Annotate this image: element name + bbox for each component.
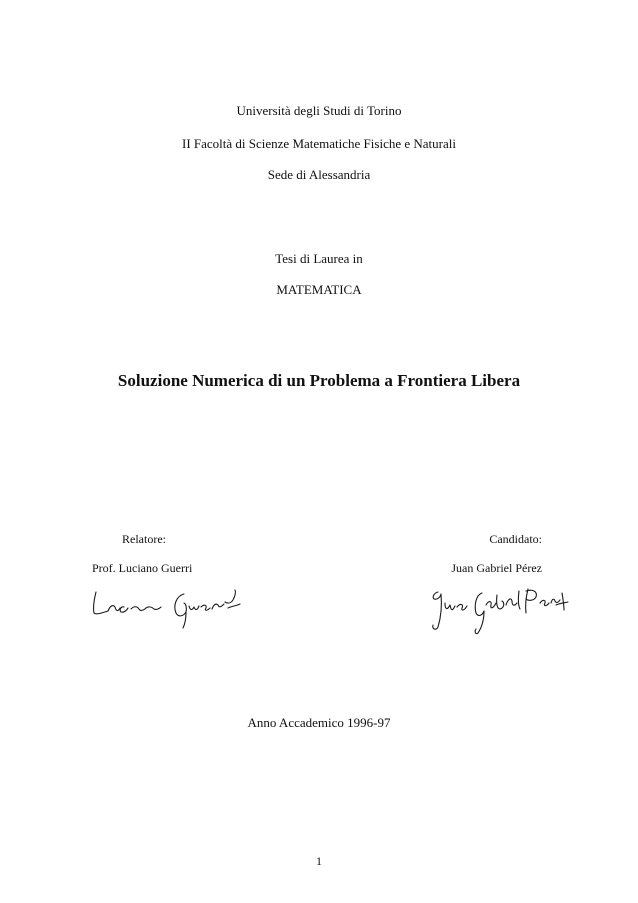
- candidate-role-label: Candidato:: [489, 532, 542, 546]
- campus-name: Sede di Alessandria: [267, 167, 371, 182]
- thesis-degree-line: Tesi di Laurea in: [275, 251, 363, 266]
- advisor-name: Prof. Luciano Guerri: [92, 561, 193, 575]
- university-name: Università degli Studi di Torino: [236, 103, 402, 118]
- advisor-role-label: Relatore:: [122, 532, 166, 546]
- faculty-name: II Facoltà di Scienze Matematiche Fisiche e Naturali: [182, 136, 456, 151]
- academic-year: Anno Accademico 1996-97: [247, 715, 391, 730]
- page-number: 1: [316, 854, 322, 868]
- candidate-signature: [424, 585, 574, 635]
- candidate-name: Juan Gabriel Pérez: [451, 561, 542, 575]
- thesis-title: Soluzione Numerica di un Problema a Frontiera Libera: [117, 371, 521, 390]
- degree-subject: MATEMATICA: [276, 282, 362, 297]
- advisor-signature: [88, 582, 248, 630]
